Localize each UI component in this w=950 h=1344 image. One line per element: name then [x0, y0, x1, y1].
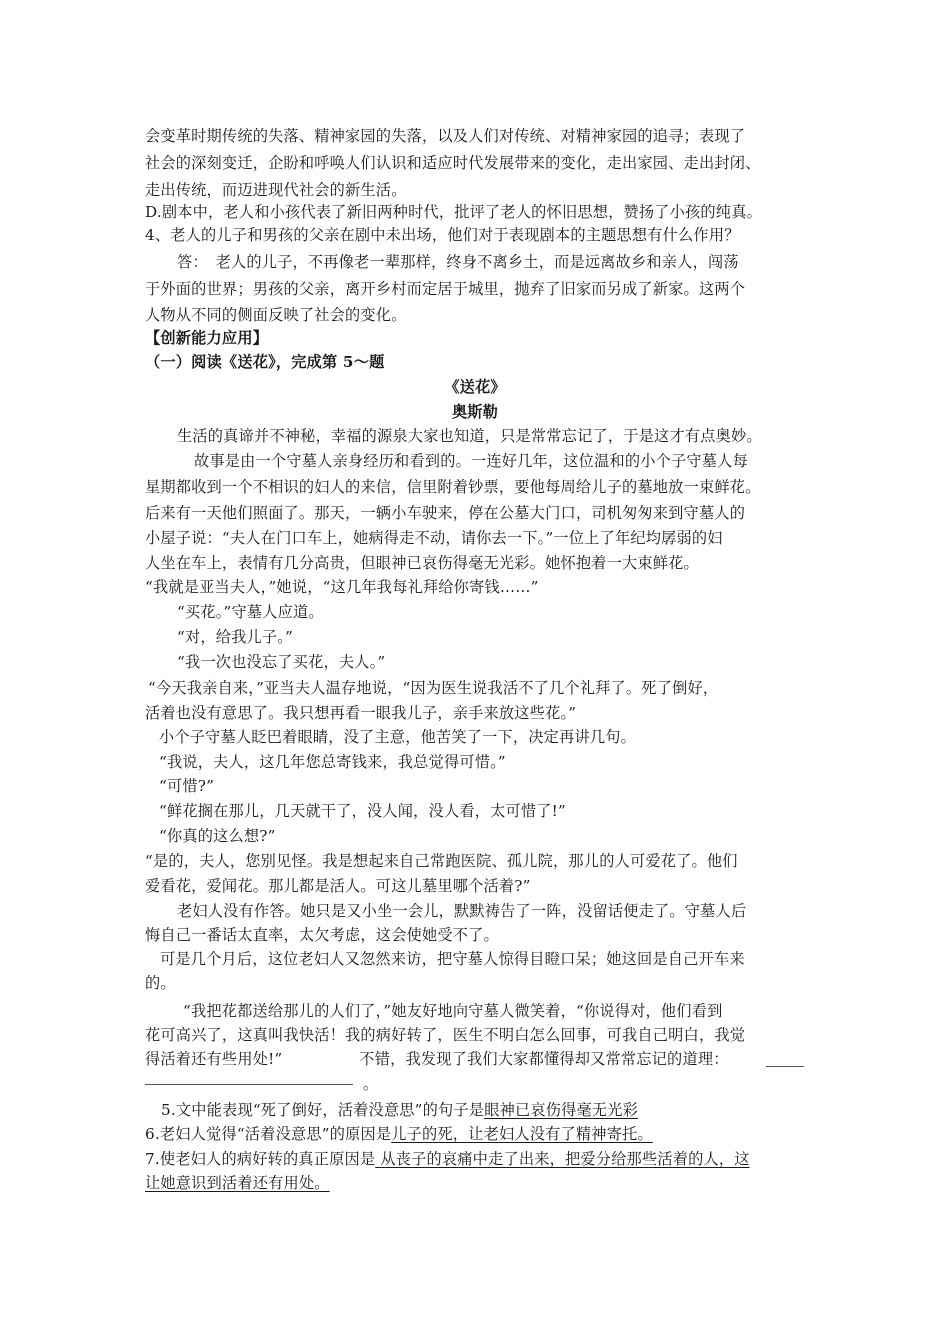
article-line: 人坐在车上，表情有几分高贵，但眼神已哀伤得毫无光彩。她怀抱着一大束鲜花。: [145, 554, 699, 572]
text-line: 会变革时期传统的失落、精神家园的失落，以及人们对传统、对精神家园的追寻；表现了: [145, 127, 746, 145]
article-line: 。: [363, 1075, 379, 1093]
article-line: 得活着还有些用处!” 不错，我发现了我们大家都懂得却又常常忘记的道理：: [145, 1050, 729, 1068]
blank-line: [766, 1066, 804, 1067]
question-4: 4、老人的儿子和男孩的父亲在剧中未出场，他们对于表现剧本的主题思想有什么作用？: [145, 226, 740, 244]
question-answer: 眼神已哀伤得毫无光彩: [484, 1101, 639, 1119]
text-line: 社会的深刻变迁，企盼和呼唤人们认识和适应时代发展带来的变化，走出家园、走出封闭、: [145, 154, 761, 172]
article-line: “是的，夫人，您别见怪。我是想起来自己常跑医院、孤儿院，那儿的人可爱花了。他们: [145, 852, 738, 870]
article-line: 故事是由一个守墓人亲身经历和看到的。一连好几年，这位温和的小个子守墓人每: [194, 452, 748, 470]
sub-heading: （一）阅读《送花》，完成第 5～题: [145, 353, 385, 371]
article-line: 可是几个月后，这位老妇人又忽然来访，把守墓人惊得目瞪口呆；她这回是自己开车来: [160, 950, 745, 968]
question-prefix: 7.使老妇人的病好转的真正原因是: [145, 1150, 376, 1168]
text-line: 于外面的世界；男孩的父亲，离开乡村而定居于城里，抛弃了旧家而另成了新家。这两个: [145, 280, 746, 298]
question-5: [161, 1100, 638, 1120]
article-line: “我一次也没忘了买花，夫人。”: [177, 653, 386, 671]
text-line: 走出传统，而迈进现代社会的新生活。: [145, 181, 407, 199]
article-line: “你真的这么想?”: [159, 827, 276, 845]
article-line: “我就是亚当夫人，”她说，“这几年我每礼拜给你寄钱……”: [145, 578, 539, 596]
article-line: 老妇人没有作答。她只是又小坐一会儿，默默祷告了一阵，没留话便走了。守墓人后: [177, 902, 747, 920]
question-7-continued: [145, 1173, 330, 1193]
article-line: 小屋子说：“夫人在门口车上，她病得走不动，请你去一下。”一位上了年纪均孱弱的妇: [145, 529, 723, 547]
article-line: “我说，夫人，这几年您总寄钱来，我总觉得可惜。”: [159, 753, 506, 771]
article-line: “今天我亲自来，”亚当夫人温存地说，“因为医生说我活不了几个礼拜了。死了倒好，: [148, 679, 719, 697]
article-line: 小个子守墓人眨巴着眼睛，没了主意，他苦笑了一下，决定再讲几句。: [159, 728, 637, 746]
question-prefix: 6.老妇人觉得“活着没意思”的原因是: [145, 1125, 392, 1143]
article-line: “我把花都送给那儿的人们了，”她友好地向守墓人微笑着，“你说得对，他们看到: [183, 1002, 723, 1020]
article-line: 的。: [145, 974, 176, 992]
article-line: 花可高兴了，这真叫我快活！我的病好转了，医生不明白怎么回事，可我自己明白，我觉: [145, 1026, 746, 1044]
question-7: [145, 1149, 750, 1169]
text-line: 人物从不同的侧面反映了社会的变化。: [145, 306, 407, 324]
question-answer: 让她意识到活着还有用处。: [145, 1174, 330, 1192]
question-prefix: 5.文中能表现“死了倒好，活着没意思”的句子是: [161, 1101, 485, 1119]
option-d: D.剧本中，老人和小孩代表了新旧两种时代，批评了老人的怀旧思想，赞扬了小孩的纯真。: [145, 203, 762, 221]
blank-line: [145, 1084, 353, 1085]
section-heading: 【创新能力应用】: [145, 329, 269, 347]
article-title: 《送花》: [444, 378, 506, 396]
article-line: “鲜花搁在那儿，几天就干了，没人闻，没人看，太可惜了!”: [159, 802, 566, 820]
article-line: 活着也没有意思了。我只想再看一眼我儿子，亲手来放这些花。”: [145, 704, 577, 722]
article-author: 奥斯勒: [451, 403, 499, 421]
article-line: 悔自己一番话太直率，太欠考虑，这会使她受不了。: [145, 926, 499, 944]
question-answer: 儿子的死，让老妇人没有了精神寄托。: [391, 1125, 653, 1143]
article-line: “对，给我儿子。”: [177, 628, 294, 646]
article-line: 星期都收到一个不相识的妇人的来信，信里附着钞票，要他每周给儿子的墓地放一束鲜花。: [145, 478, 761, 496]
article-line: “买花。”守墓人应道。: [177, 603, 324, 621]
article-line: 爱看花，爱闻花。那儿都是活人。可这儿墓里哪个活着?”: [145, 877, 531, 895]
article-line: 生活的真谛并不神秘，幸福的源泉大家也知道，只是常常忘记了，于是这才有点奥妙。: [177, 427, 762, 445]
article-line: “可惜?”: [159, 777, 215, 795]
question-6: [145, 1124, 653, 1144]
answer-4: 答： 老人的儿子，不再像老一辈那样，终身不离乡土，而是远离故乡和亲人，闯荡: [177, 253, 739, 271]
question-answer: 从丧子的哀痛中走了出来，把爱分给那些活着的人，这: [375, 1150, 750, 1168]
article-line: 后来有一天他们照面了。那天，一辆小车驶来，停在公墓大门口，司机匆匆来到守墓人的: [145, 504, 746, 522]
